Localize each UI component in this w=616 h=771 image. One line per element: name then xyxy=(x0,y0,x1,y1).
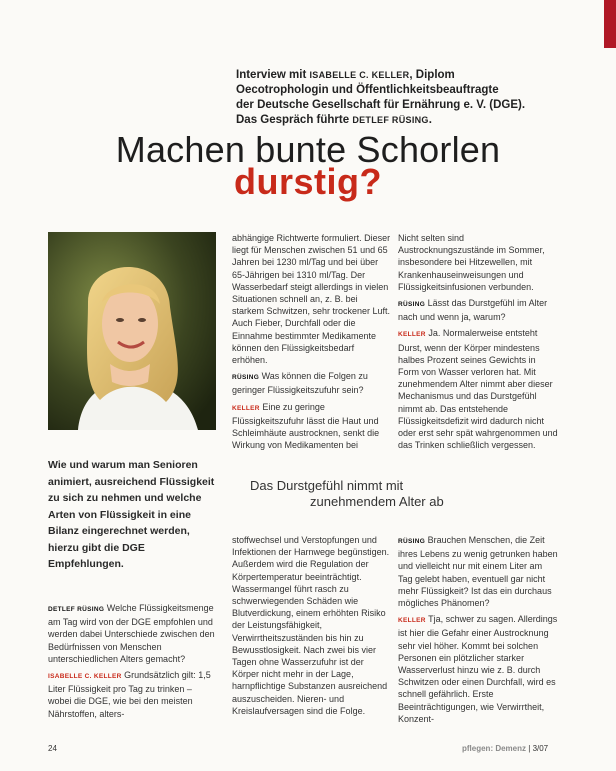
body-paragraph: abhängige Richtwerte formuliert. Dieser liegt für Menschen zwischen 51 und 65 Jahren bei 1230 ml/Tag und bei über 65-Jährigen bei 1310 ml/Tag. Der Wasserbedarf steigt allerdings in vielen Situationen schnell an, z. B. bei starkem Schwitzen, sehr trockener Luft. Auch Fieber, Durchfall oder die Einnahme bestimmter Medikamente können den Flüssigkeitsbedarf erhöhen. xyxy=(232,233,391,366)
column-2-bottom xyxy=(232,534,392,721)
answer-text: Grundsätzlich gilt: 1,5 Liter Flüssigkeit pro Tag zu trinken – wobei die DGE, wie bei den meisten Nährstoffen, alters- xyxy=(48,670,211,719)
interviewer-name: DETLEF RÜSING xyxy=(352,115,429,125)
column-3-bottom xyxy=(398,534,558,729)
speaker-label: RÜSING xyxy=(398,301,426,309)
body-paragraph: stoffwechsel und Verstopfungen und Infektionen der Harnwege begünstigen. Außerdem wird die Regulation der Körpertemperatur beeinträchtigt. Wassermangel führt rasch zu schwerwiegenden Schäden wie Blutverdickung, einem erhöhten Risiko der Leistungsfähigkeit, Verwirrtheitszuständen bis hin zu Bewusstlosigkeit. Nach zwei bis vier Tagen ohne Wasserzufuhr ist der Körper nicht mehr in der Lage, harnpflichtige Substanzen ausreichend auszuscheiden. Nieren- und Kreislaufversagen sind die Folge. xyxy=(232,535,390,716)
question-text: Brauchen Menschen, die Zeit ihres Lebens zu wenig getrunken haben und vielleicht nur mit einem Liter am Tag gelebt haben, eventuell gar nicht mehr Flüssigkeit? Ist das ein durchaus mögliches Phänomen? xyxy=(398,535,558,609)
question-text: Lässt das Durstgefühl im Alter nach und wenn ja, warum? xyxy=(398,298,548,323)
headline-line-1: Machen bunte Schorlen xyxy=(115,129,501,170)
column-3-top xyxy=(398,232,558,455)
footer-separator: | xyxy=(528,744,531,753)
headline xyxy=(0,130,616,200)
speaker-label: RÜSING xyxy=(398,538,426,545)
magazine-name: pflegen: Demenz xyxy=(462,744,527,753)
intro-text: Das Gespräch führte xyxy=(236,114,353,126)
intro-text: der Deutsche Gesellschaft für Ernährung e. V. (DGE). xyxy=(236,99,526,111)
issue-number: 3/07 xyxy=(532,744,549,753)
interviewee-name: ISABELLE C. KELLER xyxy=(309,70,410,80)
intro-block xyxy=(236,68,596,128)
body-paragraph: Nicht selten sind Austrocknungszustände im Sommer, insbesondere bei Hitzewellen, mit Krankenhauseinweisungen und Flüssigkeitsinfusionen verbunden. xyxy=(398,233,545,292)
column-1-bottom xyxy=(48,602,216,724)
question-text: Welche Flüssigkeitsmenge am Tag wird von der DGE empfohlen und werden dabei Unterschiede zwischen den Bedürfnissen von Menschen unterschiedlichen Alters gemacht? xyxy=(48,603,215,664)
answer-text: Ja. Normalerweise entsteht Durst, wenn der Körper mindestens halbes Prozent seines Gewichts in Form von Wasser verloren hat. Mit zunehmendem Alter nimmt aber dieser Mechanismus und das Durstgefühl nimmt ab. Das entstehende Flüssigkeitsdefizit wird dadurch nicht oder erst sehr spät wahrgenommen und das Trinken schließlich vergessen. xyxy=(398,328,558,451)
headline-line-2: durstig? xyxy=(234,161,382,202)
speaker-label: KELLER xyxy=(398,331,426,339)
edge-color-bar xyxy=(604,0,616,48)
pull-quote xyxy=(250,478,550,510)
footer-magazine xyxy=(462,744,548,753)
intro-text: , Diplom xyxy=(409,69,455,81)
question-text: Was können die Folgen zu geringer Flüssigkeitszufuhr sein? xyxy=(232,371,368,396)
portrait-photo xyxy=(48,232,216,430)
page-number: 24 xyxy=(48,744,57,753)
answer-text: Tja, schwer zu sagen. Allerdings ist hier die Gefahr einer Austrocknung sehr viel höher. Kommt bei solchen Personen ein plötzlicher starker Wasserverlust hinzu wie z. B. durch Schwitzen oder einen Durchfall, wird es schnell gefährlich. Erste Beeinträchtigungen, wie Verwirrtheit, Konzent- xyxy=(398,614,558,724)
intro-text: Oecotrophologin und Öffentlichkeitsbeauftragte xyxy=(236,84,499,96)
intro-text: Interview mit xyxy=(236,69,310,81)
pull-quote-line-1: Das Durstgefühl nimmt mit xyxy=(250,478,404,493)
column-2-top xyxy=(232,232,392,455)
speaker-label: KELLER xyxy=(232,404,260,412)
speaker-label: DETLEF RÜSING xyxy=(48,606,105,613)
speaker-label: ISABELLE C. KELLER xyxy=(48,673,122,681)
intro-text: . xyxy=(428,114,432,126)
pull-quote-line-2: zunehmendem Alter ab xyxy=(310,494,444,509)
lead-paragraph: Wie und warum man Senioren animiert, ausreichend Flüssigkeit zu sich zu nehmen und welche Arten von Flüssigkeit in eine Bilanz eingerechnet werden, hierzu gibt die DGE Empfehlungen. xyxy=(48,459,215,570)
speaker-label: RÜSING xyxy=(232,374,260,382)
speaker-label: KELLER xyxy=(398,617,426,625)
answer-text: Eine zu geringe Flüssigkeitszufuhr lässt die Haut und Schleimhäute austrocknen, senkt die Wirkung von Medikamenten bei xyxy=(232,401,380,451)
